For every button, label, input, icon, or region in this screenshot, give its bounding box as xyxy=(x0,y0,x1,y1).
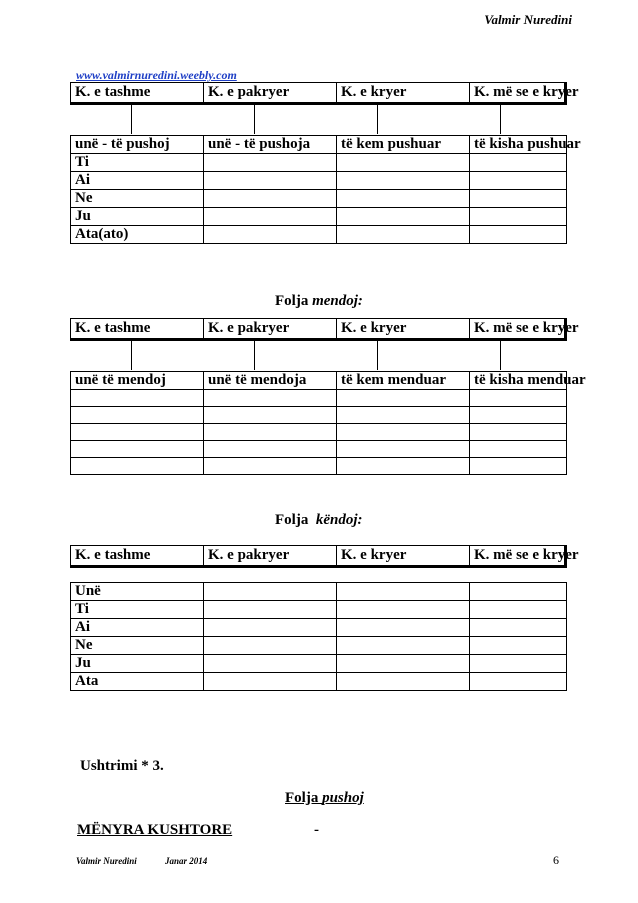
table-row xyxy=(71,458,567,475)
verb-name: këndoj: xyxy=(315,512,363,528)
section-title-pushoj xyxy=(285,790,364,807)
tense-perfect: K. e kryer xyxy=(337,319,470,340)
table-row xyxy=(71,190,567,208)
example-cell: të kisha pushuar xyxy=(470,136,567,154)
table-row xyxy=(71,619,567,637)
pronoun-cell: Ti xyxy=(71,154,204,172)
verb-name: mendoj: xyxy=(312,293,363,309)
answer-cell[interactable] xyxy=(71,424,204,441)
answer-cell[interactable] xyxy=(204,190,337,208)
table-row xyxy=(71,136,567,154)
tense-imperfect: K. e pakryer xyxy=(204,83,337,104)
table-row xyxy=(71,407,567,424)
footer-date: Janar 2014 xyxy=(165,856,208,866)
answer-cell[interactable] xyxy=(337,390,470,407)
connector-line xyxy=(131,338,132,370)
footer-author: Valmir Nuredini xyxy=(76,856,137,866)
tense-header-table-3 xyxy=(70,545,579,568)
answer-cell[interactable] xyxy=(470,172,567,190)
answer-cell[interactable] xyxy=(71,407,204,424)
connector-line xyxy=(377,102,378,134)
example-cell: të kisha menduar xyxy=(470,372,567,390)
tense-perfect: K. e kryer xyxy=(337,546,470,567)
answer-cell[interactable] xyxy=(470,601,567,619)
answer-cell[interactable] xyxy=(204,601,337,619)
answer-cell[interactable] xyxy=(337,619,470,637)
connector-line xyxy=(131,102,132,134)
mood-title: MËNYRA KUSHTORE xyxy=(77,822,233,838)
answer-cell[interactable] xyxy=(71,390,204,407)
answer-cell[interactable] xyxy=(337,458,470,475)
answer-cell[interactable] xyxy=(470,441,567,458)
page-number: 6 xyxy=(553,853,559,867)
answer-cell[interactable] xyxy=(337,583,470,601)
table-row xyxy=(71,441,567,458)
answer-cell[interactable] xyxy=(204,458,337,475)
pronoun-cell: Ai xyxy=(71,172,204,190)
connector-line xyxy=(500,102,501,134)
answer-cell[interactable] xyxy=(71,458,204,475)
tense-pluperfect: K. më se e kryer xyxy=(470,319,566,340)
answer-cell[interactable] xyxy=(204,673,337,691)
section-title-kendoj xyxy=(275,512,363,529)
answer-cell[interactable] xyxy=(470,154,567,172)
section-title-mendoj xyxy=(275,293,363,310)
connector-line xyxy=(377,338,378,370)
answer-cell[interactable] xyxy=(337,407,470,424)
answer-cell[interactable] xyxy=(337,190,470,208)
answer-cell[interactable] xyxy=(204,407,337,424)
exercise-title: Ushtrimi * 3. xyxy=(80,758,164,774)
example-cell: të kem menduar xyxy=(337,372,470,390)
tense-imperfect: K. e pakryer xyxy=(204,546,337,567)
answer-cell[interactable] xyxy=(470,619,567,637)
section-prefix: Folja xyxy=(275,293,313,309)
conjugation-table-pushoj xyxy=(70,135,581,244)
tense-imperfect: K. e pakryer xyxy=(204,319,337,340)
website-link[interactable]: www.valmirnuredini.weebly.com xyxy=(76,68,237,82)
table-row xyxy=(71,154,567,172)
tense-present: K. e tashme xyxy=(71,319,204,340)
example-cell: unë - të pushoj xyxy=(71,136,204,154)
table-row xyxy=(71,583,567,601)
answer-cell[interactable] xyxy=(470,655,567,673)
answer-cell[interactable] xyxy=(204,208,337,226)
pronoun-cell: Ai xyxy=(71,619,204,637)
connector-line xyxy=(254,102,255,134)
answer-cell[interactable] xyxy=(470,637,567,655)
tense-pluperfect: K. më se e kryer xyxy=(470,546,566,567)
table-row xyxy=(71,655,567,673)
pronoun-cell: Ti xyxy=(71,601,204,619)
table-row xyxy=(71,673,567,691)
mood-dash: - xyxy=(314,822,319,838)
tense-header-table-2 xyxy=(70,318,579,341)
tense-present: K. e tashme xyxy=(71,546,204,567)
tense-present: K. e tashme xyxy=(71,83,204,104)
conjugation-table-mendoj xyxy=(70,371,586,475)
answer-cell[interactable] xyxy=(470,208,567,226)
table-row xyxy=(71,208,567,226)
answer-cell[interactable] xyxy=(204,655,337,673)
conjugation-table-kendoj xyxy=(70,582,567,691)
answer-cell[interactable] xyxy=(337,172,470,190)
tense-header-table-1 xyxy=(70,82,579,105)
pronoun-cell: Unë xyxy=(71,583,204,601)
answer-cell[interactable] xyxy=(204,226,337,244)
table-row xyxy=(71,424,567,441)
answer-cell[interactable] xyxy=(204,424,337,441)
answer-cell[interactable] xyxy=(337,208,470,226)
answer-cell[interactable] xyxy=(337,226,470,244)
table-row xyxy=(71,390,567,407)
answer-cell[interactable] xyxy=(204,172,337,190)
tense-perfect: K. e kryer xyxy=(337,83,470,104)
connector-line xyxy=(254,338,255,370)
answer-cell[interactable] xyxy=(337,637,470,655)
table-row xyxy=(71,372,567,390)
verb-name: pushoj xyxy=(322,790,364,806)
pronoun-cell: Ne xyxy=(71,190,204,208)
pronoun-cell: Ata(ato) xyxy=(71,226,204,244)
answer-cell[interactable] xyxy=(204,619,337,637)
tense-pluperfect: K. më se e kryer xyxy=(470,83,566,104)
section-prefix: Folja xyxy=(275,512,316,528)
connector-line xyxy=(500,338,501,370)
answer-cell[interactable] xyxy=(204,154,337,172)
example-cell: unë të mendoj xyxy=(71,372,204,390)
answer-cell[interactable] xyxy=(204,390,337,407)
answer-cell[interactable] xyxy=(470,424,567,441)
answer-cell[interactable] xyxy=(337,441,470,458)
answer-cell[interactable] xyxy=(470,407,567,424)
section-prefix: Folja xyxy=(285,790,323,806)
table-row xyxy=(71,172,567,190)
answer-cell[interactable] xyxy=(337,424,470,441)
answer-cell[interactable] xyxy=(337,655,470,673)
pronoun-cell: Ju xyxy=(71,208,204,226)
answer-cell[interactable] xyxy=(337,673,470,691)
answer-cell[interactable] xyxy=(337,154,470,172)
answer-cell[interactable] xyxy=(470,390,567,407)
answer-cell[interactable] xyxy=(204,441,337,458)
header-author: Valmir Nuredini xyxy=(484,12,572,27)
pronoun-cell: Ju xyxy=(71,655,204,673)
answer-cell[interactable] xyxy=(470,673,567,691)
pronoun-cell: Ne xyxy=(71,637,204,655)
example-cell: unë të mendoja xyxy=(204,372,337,390)
example-cell: të kem pushuar xyxy=(337,136,470,154)
answer-cell[interactable] xyxy=(204,583,337,601)
answer-cell[interactable] xyxy=(71,441,204,458)
answer-cell[interactable] xyxy=(470,583,567,601)
table-row xyxy=(71,637,567,655)
table-row xyxy=(71,226,567,244)
example-cell: unë - të pushoja xyxy=(204,136,337,154)
table-row xyxy=(71,601,567,619)
answer-cell[interactable] xyxy=(470,458,567,475)
answer-cell[interactable] xyxy=(204,637,337,655)
answer-cell[interactable] xyxy=(337,601,470,619)
pronoun-cell: Ata xyxy=(71,673,204,691)
answer-cell[interactable] xyxy=(470,190,567,208)
answer-cell[interactable] xyxy=(470,226,567,244)
